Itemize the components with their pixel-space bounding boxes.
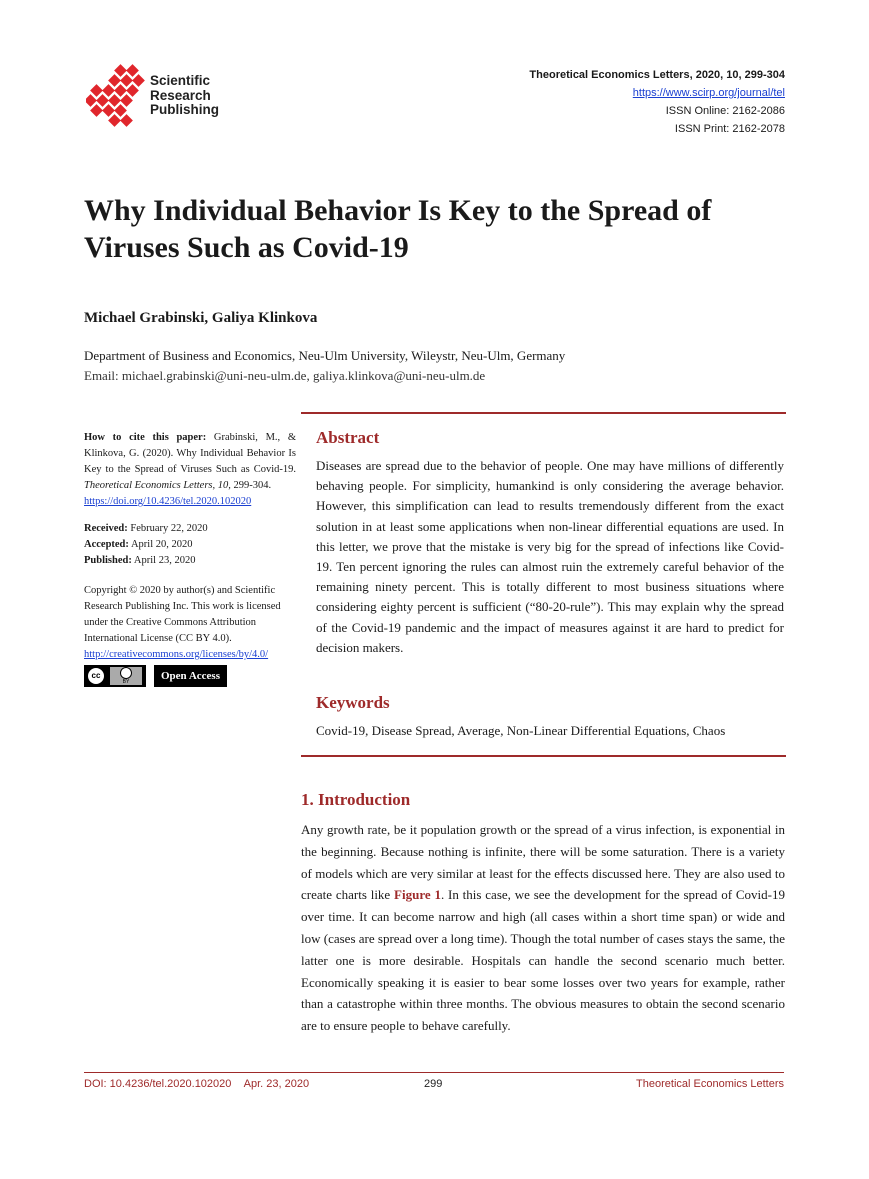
- issn-online: ISSN Online: 2162-2086: [665, 105, 785, 117]
- keywords-text: Covid-19, Disease Spread, Average, Non-Linear Differential Equations, Chaos: [316, 723, 726, 738]
- dates: [84, 521, 296, 569]
- footer-doi: DOI: 10.4236/tel.2020.102020 Apr. 23, 2020: [84, 1078, 310, 1090]
- by-icon: [110, 667, 142, 685]
- keywords-heading: Keywords: [316, 693, 390, 712]
- by-label: BY: [122, 679, 130, 685]
- scirp-logo-icon: [86, 64, 148, 130]
- abstract-top-rule: [301, 412, 786, 414]
- cc-by-badge[interactable]: [84, 665, 146, 687]
- license-link[interactable]: http://creativecommons.org/licenses/by/4.0/: [84, 649, 269, 660]
- open-access-badge: Open Access: [154, 665, 227, 687]
- figure-1-link[interactable]: Figure 1: [394, 887, 441, 903]
- publisher-line3: Publishing: [150, 102, 219, 117]
- keywords-section: [316, 693, 784, 741]
- license-badges: [84, 665, 296, 687]
- intro-text: [301, 819, 785, 1037]
- abstract-bottom-rule: [301, 755, 786, 757]
- abstract-heading: Abstract: [316, 428, 380, 447]
- received-date: February 22, 2020: [130, 523, 208, 534]
- journal-info: [529, 66, 785, 138]
- received-label: Received:: [84, 523, 128, 534]
- cc-icon: cc: [88, 668, 104, 684]
- affiliation: Department of Business and Economics, Neu-Ulm University, Wileystr, Neu-Ulm, Germany: [84, 348, 566, 363]
- publisher-name: [150, 74, 219, 118]
- published-label: Published:: [84, 555, 132, 566]
- citation: [84, 430, 296, 510]
- accepted-label: Accepted:: [84, 539, 129, 550]
- intro-heading: 1. Introduction: [301, 790, 411, 809]
- copyright: [84, 583, 296, 663]
- cite-text: Grabinski, M., & Klinkova, G. (2020). Why Individual Behavior Is Key to the Spread of Viruses Such as Covid-19.: [84, 432, 297, 475]
- affiliation-block: [84, 346, 565, 386]
- page-footer: [84, 1078, 784, 1098]
- footer-rule: [84, 1072, 784, 1073]
- page-number: 299: [424, 1078, 443, 1090]
- publisher-line2: Research: [150, 87, 211, 103]
- abstract-section: [316, 428, 784, 658]
- publisher-line1: Scientific: [150, 73, 211, 88]
- journal-url-link[interactable]: https://www.scirp.org/journal/tel: [632, 87, 785, 99]
- email: Email: michael.grabinski@uni-neu-ulm.de, galiya.klinkova@uni-neu-ulm.de: [84, 368, 486, 383]
- side-column: [84, 430, 296, 687]
- intro-text-after: . In this case, we see the development for the spread of Covid-19 over time. It can become narrow and high (all cases within a short time span) or wide and low (cases are spread over a long time). Though the total number of cases stays the same, the latter one is more desirable. Hospitals can handle the second scenario much better. Economically speaking it is easier to bear some losses over two years for example, rather than a catastrophe within three months. The obvious measures to obtain the second scenario are to ensure people to behave carefully.: [301, 887, 785, 1034]
- journal-header: Theoretical Economics Letters, 2020, 10, 299-304: [529, 69, 785, 81]
- publisher-logo: [86, 64, 226, 130]
- copyright-text: Copyright © 2020 by author(s) and Scientific Research Publishing Inc. This work is licensed under the Creative Commons Attribution International License (CC BY 4.0).: [84, 585, 281, 644]
- doi-link[interactable]: https://doi.org/10.4236/tel.2020.102020: [84, 496, 252, 507]
- footer-journal: Theoretical Economics Letters: [636, 1078, 784, 1090]
- introduction-section: [301, 790, 785, 1037]
- authors: Michael Grabinski, Galiya Klinkova: [84, 310, 318, 326]
- accepted-date: April 20, 2020: [130, 539, 193, 550]
- published-date: April 23, 2020: [133, 555, 196, 566]
- cite-journal: Theoretical Economics Letters, 10,: [84, 480, 231, 491]
- intro-text-before: Any growth rate, be it population growth or the spread of a virus infection, is exponential in the beginning. Because nothing is infinite, there will be some saturation. There is a variety of models which are very similar at least for the effects discussed here. They are also used to create charts like: [301, 822, 785, 903]
- abstract-text: Diseases are spread due to the behavior of people. One may have millions of differently behaving people. For simplicity, humankind is only considering the average behavior. However, this simplification can lead to results tremendously different from the exact solution in at least some applications when non-linear differential equations are used. In this letter, we prove that the mistake is very big for the spread of infections like Covid-19. Ten percent ignoring the rules can almost ruin the extremely careful behavior of the remaining ninety percent. This is totally different to most business situations where considering eighty percent is sufficient (“80-20-rule”). This may explain why the spread of the Covid-19 pandemic and the impact of measures against it are hard to predict for decision makers.: [316, 458, 784, 655]
- cite-label: How to cite this paper:: [84, 432, 207, 443]
- cite-pages: 299-304.: [233, 480, 272, 491]
- footer-date: Apr. 23, 2020: [243, 1078, 310, 1090]
- paper-title: Why Individual Behavior Is Key to the Spread of Viruses Such as Covid-19: [84, 194, 712, 264]
- issn-print: ISSN Print: 2162-2078: [674, 123, 785, 135]
